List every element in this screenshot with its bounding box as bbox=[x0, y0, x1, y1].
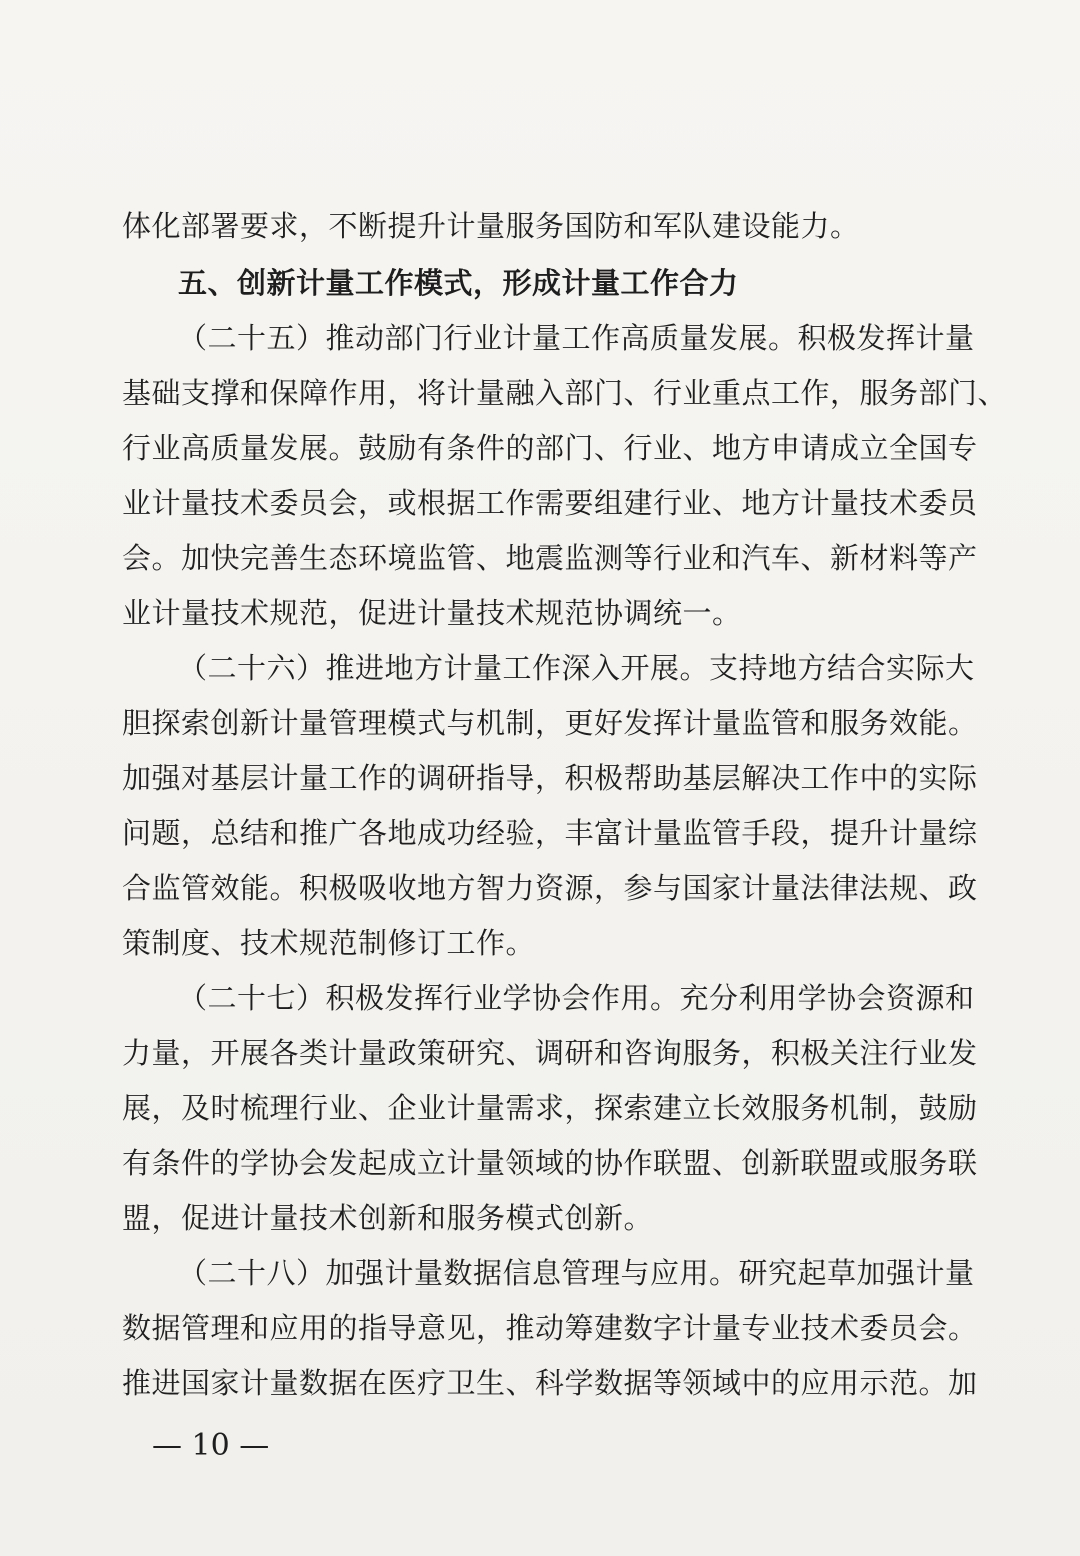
section-heading: 五、创新计量工作模式，形成计量工作合力 bbox=[178, 266, 739, 300]
text-line: 展，及时梳理行业、企业计量需求，探索建立长效服务机制，鼓励 bbox=[122, 1091, 978, 1125]
paragraph-first-line: （二十六）推进地方计量工作深入开展。支持地方结合实际大 bbox=[178, 651, 975, 685]
text-line: 业计量技术委员会，或根据工作需要组建行业、地方计量技术委员 bbox=[122, 486, 978, 520]
text-line: 胆探索创新计量管理模式与机制，更好发挥计量监管和服务效能。 bbox=[122, 706, 978, 740]
text-line: 策制度、技术规范制修订工作。 bbox=[122, 926, 536, 960]
paragraph-first-line: （二十七）积极发挥行业学协会作用。充分利用学协会资源和 bbox=[178, 981, 975, 1015]
text-line: 盟，促进计量技术创新和服务模式创新。 bbox=[122, 1201, 654, 1235]
text-line: 业计量技术规范，促进计量技术规范协调统一。 bbox=[122, 596, 742, 630]
page-number: — 10 — bbox=[152, 1428, 270, 1463]
text-line: 行业高质量发展。鼓励有条件的部门、行业、地方申请成立全国专 bbox=[122, 431, 978, 465]
paragraph-first-line: （二十五）推动部门行业计量工作高质量发展。积极发挥计量 bbox=[178, 321, 975, 355]
text-line: 力量，开展各类计量政策研究、调研和咨询服务，积极关注行业发 bbox=[122, 1036, 978, 1070]
text-line: 问题，总结和推广各地成功经验，丰富计量监管手段，提升计量综 bbox=[122, 816, 978, 850]
text-line: 合监管效能。积极吸收地方智力资源，参与国家计量法律法规、政 bbox=[122, 871, 978, 905]
paragraph-first-line: （二十八）加强计量数据信息管理与应用。研究起草加强计量 bbox=[178, 1256, 975, 1290]
text-line: 数据管理和应用的指导意见，推动筹建数字计量专业技术委员会。 bbox=[122, 1311, 978, 1345]
text-line: 体化部署要求，不断提升计量服务国防和军队建设能力。 bbox=[122, 209, 860, 243]
text-line: 有条件的学协会发起成立计量领域的协作联盟、创新联盟或服务联 bbox=[122, 1146, 978, 1180]
text-line: 会。加快完善生态环境监管、地震监测等行业和汽车、新材料等产 bbox=[122, 541, 978, 575]
text-line: 加强对基层计量工作的调研指导，积极帮助基层解决工作中的实际 bbox=[122, 761, 978, 795]
text-line: 基础支撑和保障作用，将计量融入部门、行业重点工作，服务部门、 bbox=[122, 376, 1008, 410]
text-line: 推进国家计量数据在医疗卫生、科学数据等领域中的应用示范。加 bbox=[122, 1366, 978, 1400]
